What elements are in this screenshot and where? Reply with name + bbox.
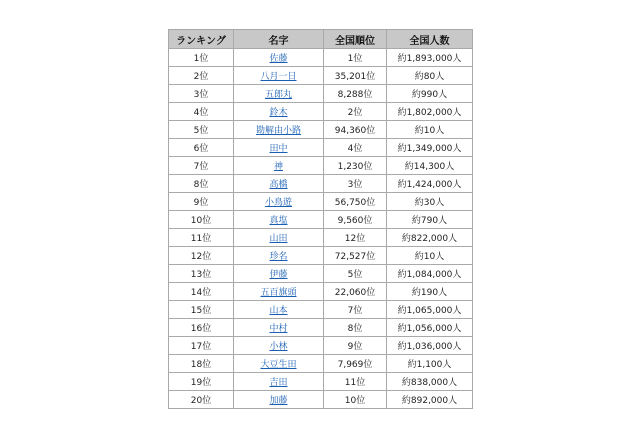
- surname-link[interactable]: 珍名: [269, 252, 288, 262]
- surname-link[interactable]: 山田: [269, 234, 288, 244]
- table-row: [169, 337, 473, 355]
- population-cell: 約1,084,000人: [387, 265, 473, 283]
- population-cell: 約822,000人: [387, 229, 473, 247]
- national-rank-cell: 2位: [324, 103, 387, 121]
- surname-link[interactable]: 神: [273, 162, 283, 172]
- surname-link[interactable]: 伊藤: [269, 270, 288, 280]
- table-row: [169, 85, 473, 103]
- table-row: [169, 175, 473, 193]
- table-row: [169, 247, 473, 265]
- surname-cell: [234, 49, 324, 67]
- surname-link[interactable]: 高橋: [269, 180, 288, 190]
- surname-cell: [234, 319, 324, 337]
- national-rank-cell: 56,750位: [324, 193, 387, 211]
- surname-link[interactable]: 田中: [269, 144, 288, 154]
- surname-cell: [234, 175, 324, 193]
- national-rank-cell: 3位: [324, 175, 387, 193]
- rank-cell: 6位: [169, 139, 234, 157]
- population-cell: 約1,349,000人: [387, 139, 473, 157]
- surname-cell: [234, 103, 324, 121]
- surname-link[interactable]: 佐藤: [269, 54, 288, 64]
- surname-cell: [234, 373, 324, 391]
- population-cell: 約1,893,000人: [387, 49, 473, 67]
- rank-cell: 17位: [169, 337, 234, 355]
- surname-link[interactable]: 五郎丸: [264, 90, 292, 100]
- rank-cell: 12位: [169, 247, 234, 265]
- surname-cell: [234, 121, 324, 139]
- rank-cell: 20位: [169, 391, 234, 409]
- national-rank-cell: 94,360位: [324, 121, 387, 139]
- national-rank-cell: 5位: [324, 265, 387, 283]
- surname-cell: [234, 355, 324, 373]
- surname-link[interactable]: 小林: [269, 342, 288, 352]
- rank-cell: 16位: [169, 319, 234, 337]
- rank-cell: 7位: [169, 157, 234, 175]
- rank-cell: 2位: [169, 67, 234, 85]
- national-rank-cell: 7,969位: [324, 355, 387, 373]
- national-rank-cell: 35,201位: [324, 67, 387, 85]
- population-cell: 約1,100人: [387, 355, 473, 373]
- population-cell: 約990人: [387, 85, 473, 103]
- surname-link[interactable]: 吉田: [269, 378, 288, 388]
- rank-cell: 5位: [169, 121, 234, 139]
- rank-cell: 11位: [169, 229, 234, 247]
- table-body: [169, 49, 473, 409]
- national-rank-cell: 8位: [324, 319, 387, 337]
- surname-cell: [234, 211, 324, 229]
- population-cell: 約892,000人: [387, 391, 473, 409]
- population-cell: 約14,300人: [387, 157, 473, 175]
- header-surname: 名字: [234, 30, 324, 49]
- table-row: [169, 121, 473, 139]
- table-row: [169, 355, 473, 373]
- surname-cell: [234, 391, 324, 409]
- surname-link[interactable]: 山本: [269, 306, 288, 316]
- national-rank-cell: 9,560位: [324, 211, 387, 229]
- rank-cell: 14位: [169, 283, 234, 301]
- population-cell: 約1,424,000人: [387, 175, 473, 193]
- surname-cell: [234, 265, 324, 283]
- national-rank-cell: 1,230位: [324, 157, 387, 175]
- surname-cell: [234, 193, 324, 211]
- population-cell: 約10人: [387, 247, 473, 265]
- table-row: [169, 265, 473, 283]
- surname-link[interactable]: 五百旗頭: [260, 288, 297, 298]
- header-ranking: ランキング: [169, 30, 234, 49]
- population-cell: 約10人: [387, 121, 473, 139]
- population-cell: 約1,036,000人: [387, 337, 473, 355]
- surname-cell: [234, 157, 324, 175]
- rank-cell: 3位: [169, 85, 234, 103]
- surname-ranking-table: [168, 29, 473, 409]
- table-row: [169, 193, 473, 211]
- surname-link[interactable]: 勘解由小路: [255, 126, 301, 136]
- surname-link[interactable]: 八月一日: [260, 72, 297, 82]
- national-rank-cell: 8,288位: [324, 85, 387, 103]
- table-row: [169, 319, 473, 337]
- surname-link[interactable]: 大豆生田: [260, 360, 297, 370]
- table-row: [169, 301, 473, 319]
- surname-cell: [234, 337, 324, 355]
- surname-cell: [234, 301, 324, 319]
- surname-cell: [234, 247, 324, 265]
- table-header-row: [169, 30, 473, 49]
- table-row: [169, 211, 473, 229]
- population-cell: 約790人: [387, 211, 473, 229]
- header-national-rank: 全国順位: [324, 30, 387, 49]
- population-cell: 約80人: [387, 67, 473, 85]
- header-national-population: 全国人数: [387, 30, 473, 49]
- surname-link[interactable]: 小鳥遊: [264, 198, 292, 208]
- population-cell: 約1,802,000人: [387, 103, 473, 121]
- population-cell: 約1,056,000人: [387, 319, 473, 337]
- rank-cell: 10位: [169, 211, 234, 229]
- table-row: [169, 373, 473, 391]
- national-rank-cell: 72,527位: [324, 247, 387, 265]
- national-rank-cell: 7位: [324, 301, 387, 319]
- surname-cell: [234, 229, 324, 247]
- table-row: [169, 283, 473, 301]
- surname-cell: [234, 85, 324, 103]
- national-rank-cell: 10位: [324, 391, 387, 409]
- surname-cell: [234, 139, 324, 157]
- national-rank-cell: 12位: [324, 229, 387, 247]
- table-row: [169, 49, 473, 67]
- national-rank-cell: 4位: [324, 139, 387, 157]
- table-row: [169, 391, 473, 409]
- national-rank-cell: 22,060位: [324, 283, 387, 301]
- surname-cell: [234, 283, 324, 301]
- table-row: [169, 67, 473, 85]
- table-row: [169, 139, 473, 157]
- table-row: [169, 157, 473, 175]
- national-rank-cell: 1位: [324, 49, 387, 67]
- surname-cell: [234, 67, 324, 85]
- rank-cell: 4位: [169, 103, 234, 121]
- rank-cell: 8位: [169, 175, 234, 193]
- rank-cell: 1位: [169, 49, 234, 67]
- rank-cell: 9位: [169, 193, 234, 211]
- surname-link[interactable]: 鈴木: [269, 108, 288, 118]
- population-cell: 約838,000人: [387, 373, 473, 391]
- surname-link[interactable]: 中村: [269, 324, 288, 334]
- national-rank-cell: 11位: [324, 373, 387, 391]
- surname-link[interactable]: 真塩: [269, 216, 288, 226]
- surname-link[interactable]: 加藤: [269, 396, 288, 406]
- ranking-table-container: [168, 29, 473, 409]
- population-cell: 約1,065,000人: [387, 301, 473, 319]
- population-cell: 約30人: [387, 193, 473, 211]
- population-cell: 約190人: [387, 283, 473, 301]
- rank-cell: 19位: [169, 373, 234, 391]
- rank-cell: 18位: [169, 355, 234, 373]
- rank-cell: 13位: [169, 265, 234, 283]
- rank-cell: 15位: [169, 301, 234, 319]
- table-row: [169, 229, 473, 247]
- national-rank-cell: 9位: [324, 337, 387, 355]
- table-row: [169, 103, 473, 121]
